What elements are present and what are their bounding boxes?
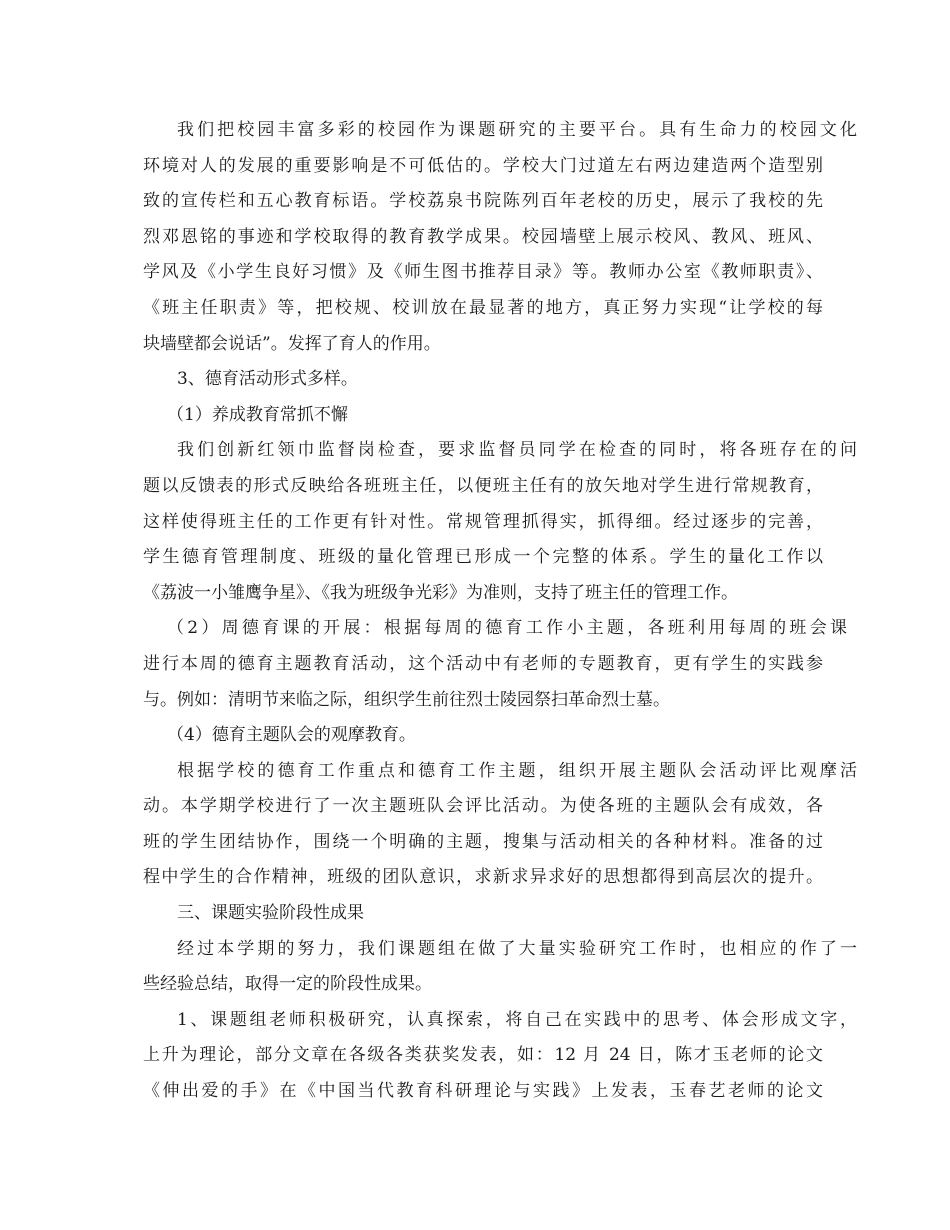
subsection-heading: （1）养成教育常抓不懈 [167,404,348,425]
paragraph-line: 班的学生团结协作，围绕一个明确的主题，搜集与活动相关的各种材料。准备的过 [143,831,823,852]
paragraph-line: 环境对人的发展的重要影响是不可低估的。学校大门过道左右两边建造两个造型别 [143,155,823,176]
paragraph-line: 经过本学期的努力，我们课题组在做了大量实验研究工作时，也相应的作了一 [177,938,857,959]
paragraph-line: 块墙壁都会说话”。发挥了育人的作用。 [143,333,441,354]
paragraph-line: 题以反馈表的形式反映给各班班主任，以便班主任有的放矢地对学生进行常规教育， [143,475,823,496]
body-text [143,113,857,1110]
subsection-heading: （4）德育主题队会的观摩教育。 [167,725,416,746]
paragraph-line: 我们创新红领巾监督岗检查，要求监督员同学在检查的同时，将各班存在的问 [177,440,857,461]
section-heading: 3、德育活动形式多样。 [177,369,358,390]
paragraph-line: 致的宣传栏和五心教育标语。学校荔泉书院陈列百年老校的历史，展示了我校的先 [143,191,823,212]
paragraph-line: 程中学生的合作精神，班级的团队意识，求新求异求好的思想都得到高层次的提升。 [143,867,823,888]
paragraph-line: 学风及《小学生良好习惯》及《师生图书推荐目录》等。教师办公室《教师职责》、 [143,262,823,283]
paragraph-line: 学生德育管理制度、班级的量化管理已形成一个完整的体系。学生的量化工作以 [143,547,823,568]
paragraph-line: 《伸出爱的手》在《中国当代教育科研理论与实践》上发表，玉春艺老师的论文 [143,1081,823,1102]
paragraph-line: 这样使得班主任的工作更有针对性。常规管理抓得实，抓得细。经过逐步的完善， [143,511,823,532]
paragraph-line: （2）周德育课的开展：根据每周的德育工作小主题，各班利用每周的班会课 [167,618,847,639]
paragraph-line: 上升为理论，部分文章在各级各类获奖发表，如：12 月 24 日，陈才玉老师的论文 [143,1045,823,1066]
paragraph-line: 1、课题组老师积极研究，认真探索，将自己在实践中的思考、体会形成文字， [177,1009,857,1030]
paragraph-line: 动。本学期学校进行了一次主题班队会评比活动。为使各班的主题队会有成效，各 [143,796,823,817]
paragraph-line: 些经验总结，取得一定的阶段性成果。 [143,974,432,995]
paragraph-line: 进行本周的德育主题教育活动，这个活动中有老师的专题教育，更有学生的实践参 [143,653,823,674]
paragraph-line: 《班主任职责》等，把校规、校训放在最显著的地方，真正努力实现“让学校的每 [143,297,823,318]
paragraph-line: 根据学校的德育工作重点和德育工作主题，组织开展主题队会活动评比观摩活 [177,760,857,781]
section-heading: 三、课题实验阶段性成果 [177,903,364,924]
paragraph-line: 《荔波一小雏鹰争星》、《我为班级争光彩》为准则，支持了班主任的管理工作。 [143,582,738,603]
paragraph-line: 与。例如：清明节来临之际，组织学生前往烈士陵园祭扫革命烈士墓。 [143,689,670,710]
paragraph-line: 我们把校园丰富多彩的校园作为课题研究的主要平台。具有生命力的校园文化 [177,120,857,140]
paragraph-line: 烈邓恩铭的事迹和学校取得的教育教学成果。校园墙壁上展示校风、教风、班风、 [143,226,823,247]
